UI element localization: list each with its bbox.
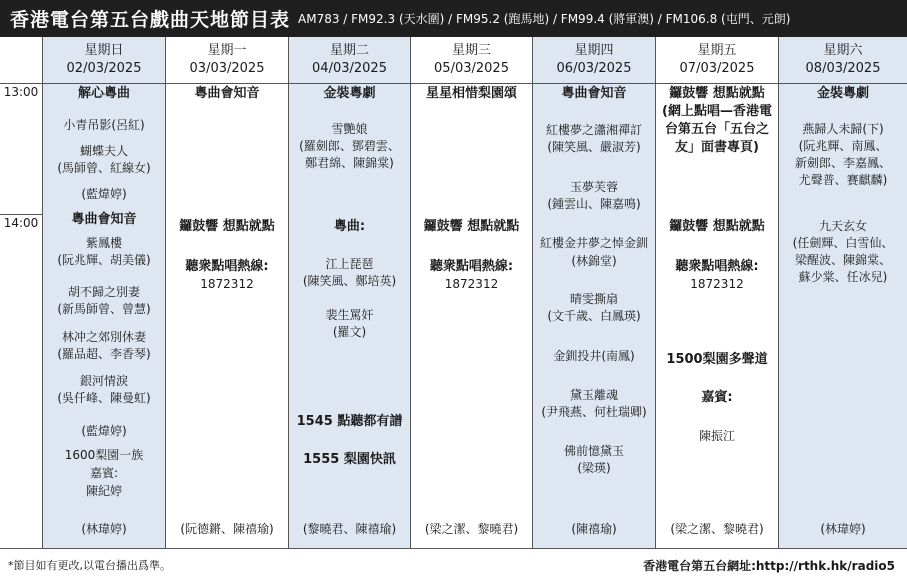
day-column-sun (42, 37, 165, 548)
program-item: (阮兆輝、胡美儀) (57, 253, 151, 267)
program-item: 蘇少棠、任冰兒) (798, 270, 888, 284)
program-title: 1500梨園多聲道 (666, 352, 768, 367)
program-host: (林瑋婷) (81, 522, 127, 536)
program-item: 黛玉離魂 (569, 388, 618, 402)
day-name: 星期四 (574, 43, 614, 58)
program-item: (羅品超、李香琴) (57, 347, 151, 361)
program-title: 鑼鼓響 想點就點 (423, 219, 520, 234)
day-column-wed (410, 37, 532, 548)
day-name: 星期一 (207, 43, 247, 58)
frequency-list: AM783 / FM92.3 (天水圍) / FM95.2 (跑馬地) / FM99.4 (將軍澳) / FM106.8 (屯門、元朗) (298, 12, 791, 26)
program-host: (藍煒婷) (81, 187, 127, 201)
program-item: 鄭君綿、陳錦棠) (305, 156, 394, 170)
program-item: 晴雯撕扇 (569, 292, 618, 306)
day-name: 星期三 (451, 43, 491, 58)
program-title: 粵曲會知音 (194, 86, 260, 101)
footer (0, 550, 907, 580)
day-date: 04/03/2025 (312, 61, 387, 76)
program-item: 江上琵琶 (325, 257, 374, 271)
website-text: 香港電台第五台網址:http://rthk.hk/radio5 (643, 558, 895, 573)
program-item: 聽衆點唱熱線: (675, 259, 759, 274)
program-item: (新馬師曾、曾慧) (57, 302, 151, 316)
program-item: 蝴蝶夫人 (79, 144, 128, 158)
day-header (779, 37, 907, 84)
program-title: 鑼鼓響 想點就點 (179, 219, 275, 234)
day-date: 05/03/2025 (434, 61, 509, 76)
program-item: (陳笑風、嚴淑芳) (547, 140, 641, 154)
day-date: 07/03/2025 (679, 61, 755, 76)
program-item: 小青吊影(呂紅) (63, 118, 145, 132)
program-item: 九天玄女 (818, 219, 867, 233)
program-item: 梁醒波、陳錦棠、 (794, 253, 891, 267)
program-item: (網上點唱—香港電 (662, 104, 772, 119)
program-item: 紅樓夢之瀟湘禪訂 (545, 123, 642, 137)
program-item: 紅樓金井夢之悼金釧 (539, 236, 648, 250)
day-header (411, 37, 532, 84)
program-title: 1555 梨園快訊 (303, 452, 396, 467)
program-title: 1545 點聽都有譜 (296, 414, 403, 429)
program-title: 鑼鼓響 想點就點 (669, 86, 765, 101)
day-name: 星期日 (84, 43, 124, 58)
program-host: (陳禧瑜) (571, 522, 617, 536)
program-item: 台第五台「五台之 (664, 122, 769, 137)
program-item: (林錦堂) (571, 254, 617, 268)
schedule-grid (0, 37, 907, 548)
day-column-sat (778, 37, 907, 548)
day-column-fri (655, 37, 778, 548)
program-item: 新劍郎、李嘉鳳、 (794, 156, 891, 170)
day-name: 星期六 (823, 43, 863, 58)
program-item: 林冲之郊別休妻 (61, 330, 146, 344)
program-host: (阮德鏘、陳禧瑜) (180, 522, 274, 536)
program-item: 金釧投井(南鳳) (553, 349, 635, 363)
guest-name: 陳振江 (698, 429, 735, 443)
title-bar (0, 0, 907, 37)
program-title: 解心粵曲 (77, 86, 130, 101)
day-header (533, 37, 655, 84)
program-item: 陳紀婷 (85, 484, 122, 498)
day-column-thu (532, 37, 655, 548)
program-item: (陳笑風、鄭培英) (302, 274, 397, 288)
program-host: (梁之潔、黎曉君) (670, 522, 764, 536)
program-item: (鍾雲山、陳嘉鳴) (547, 197, 641, 211)
program-title: 粵曲: (333, 219, 366, 234)
footnote: *節目如有更改,以電台播出爲準。 (8, 559, 171, 572)
day-header (166, 37, 288, 84)
day-date: 08/03/2025 (805, 61, 881, 76)
program-item: 友」面書專頁) (675, 140, 759, 155)
page-title: 香港電台第五台戲曲天地節目表 (10, 9, 291, 31)
program-item: 銀河情淚 (79, 374, 128, 388)
program-title: 鑼鼓響 想點就點 (669, 219, 765, 234)
day-date: 02/03/2025 (66, 61, 142, 76)
day-header (43, 37, 165, 84)
program-item: 燕歸人未歸(下) (802, 122, 884, 136)
program-item: 佛前憶黛玉 (563, 444, 624, 458)
program-item: 嘉賓: (701, 390, 733, 405)
program-item: (吳仟峰、陳曼虹) (57, 391, 151, 405)
program-item: 紫鳳樓 (85, 236, 122, 250)
divider (0, 548, 907, 549)
program-title: 金裝粵劇 (816, 86, 869, 101)
program-item: 胡不歸之別妻 (67, 285, 140, 299)
program-item: 聽衆點唱熱線: (185, 259, 269, 274)
program-item: (阮兆輝、南鳳、 (798, 139, 888, 153)
day-date: 03/03/2025 (189, 61, 265, 76)
day-column-tue (288, 37, 410, 548)
day-column-mon (165, 37, 288, 548)
time-column (0, 37, 42, 548)
day-header (289, 37, 410, 84)
program-item: (文千歲、白鳳瑛) (547, 309, 641, 323)
program-item: (羅劍郎、鄧碧雲、 (299, 139, 400, 153)
program-title: 粵曲會知音 (561, 86, 627, 101)
program-host: (梁之潔、黎曉君) (424, 522, 519, 536)
day-name: 星期二 (329, 43, 369, 58)
program-host: (黎曉君、陳禧瑜) (302, 522, 397, 536)
program-item: 1600梨園一族 (64, 448, 144, 462)
program-title: 粵曲會知音 (71, 212, 137, 227)
program-item: 裴生罵奸 (325, 308, 374, 322)
program-item: (尹飛燕、何杜瑞卿) (541, 405, 647, 419)
program-title: 星星相惜梨園頌 (425, 86, 517, 101)
day-date: 06/03/2025 (556, 61, 632, 76)
program-item: 尤聲普、賽麒麟) (798, 173, 888, 187)
time-label: 14:00 (0, 214, 42, 230)
program-item: (任劍輝、白雪仙、 (792, 236, 894, 250)
program-item: 玉夢芙蓉 (569, 180, 618, 194)
hotline-number: 1872312 (444, 277, 499, 291)
program-host: (藍煒婷) (81, 424, 127, 438)
program-title: 金裝粵劇 (323, 86, 376, 101)
hotline-number: 1872312 (200, 277, 254, 291)
hotline-number: 1872312 (690, 277, 744, 291)
program-item: 嘉賓: (89, 466, 119, 480)
program-item: 聽衆點唱熱線: (429, 259, 514, 274)
program-item: (梁瑛) (577, 461, 611, 475)
program-host: (林瑋婷) (820, 522, 866, 536)
program-item: 雪艷娘 (331, 122, 368, 136)
day-header (656, 37, 778, 84)
program-item: (羅文) (332, 325, 367, 339)
program-item: (馬師曾、紅線女) (57, 161, 151, 175)
day-name: 星期五 (697, 43, 737, 58)
time-label: 13:00 (0, 83, 42, 99)
